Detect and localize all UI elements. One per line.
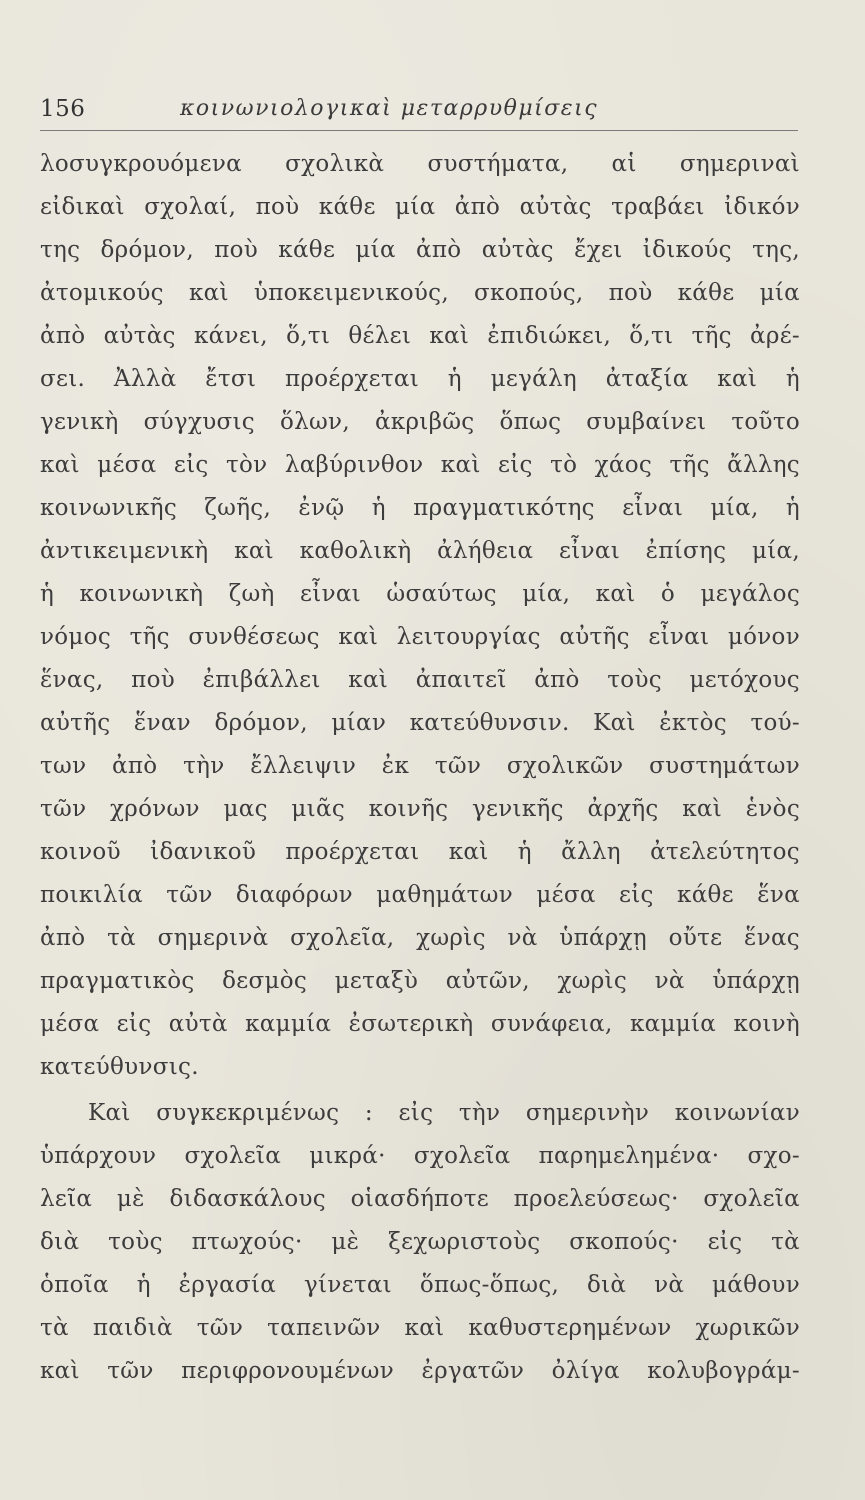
text-line: μέσα εἰς αὐτὰ καμμία ἐσωτερικὴ συνάφεια, καμμία κοινὴ — [40, 1011, 800, 1037]
page-header — [40, 96, 800, 130]
text-line: λεῖα μὲ διδασκάλους οἱασδήποτε προελεύσεως· σχολεῖα — [40, 1186, 800, 1212]
text-line: ἕνας, ποὺ ἐπιβάλλει καὶ ἀπαιτεῖ ἀπὸ τοὺς μετόχους — [40, 667, 800, 693]
text-line: εἰδικαὶ σχολαί, ποὺ κάθε μία ἀπὸ αὐτὰς τραβάει ἰδικόν — [40, 194, 800, 220]
running-title: κοινωνιολογικαὶ μεταρρυθμίσεις — [180, 96, 599, 121]
text-line: τὰ παιδιὰ τῶν ταπεινῶν καὶ καθυστερημένων χωρικῶν — [40, 1315, 800, 1341]
text-line: ἀπὸ αὐτὰς κάνει, ὅ,τι θέλει καὶ ἐπιδιώκει, ὅ,τι τῆς ἀρέ- — [40, 323, 800, 349]
text-line: κοινωνικῆς ζωῆς, ἐνῷ ἡ πραγματικότης εἶναι μία, ἡ — [40, 495, 800, 521]
text-line: καὶ μέσα εἰς τὸν λαβύρινθον καὶ εἰς τὸ χάος τῆς ἄλλης — [40, 452, 800, 478]
text-line: ἡ κοινωνικὴ ζωὴ εἶναι ὡσαύτως μία, καὶ ὁ μεγάλος — [40, 581, 800, 607]
text-line: νόμος τῆς συνθέσεως καὶ λειτουργίας αὐτῆς εἶναι μόνον — [40, 624, 800, 650]
page-number: 156 — [40, 96, 86, 122]
text-line: διὰ τοὺς πτωχούς· μὲ ξεχωριστοὺς σκοπούς· εἰς τὰ — [40, 1229, 800, 1255]
paragraph-1 — [40, 143, 800, 1089]
text-line: ὁποῖα ἡ ἐργασία γίνεται ὅπως-ὅπως, διὰ νὰ μάθουν — [40, 1272, 800, 1298]
text-line: ἀπὸ τὰ σημερινὰ σχολεῖα, χωρὶς νὰ ὑπάρχῃ οὔτε ἕνας — [40, 925, 800, 951]
text-line: κοινοῦ ἰδανικοῦ προέρχεται καὶ ἡ ἄλλη ἀτελεύτητος — [40, 839, 800, 865]
text-line: ποικιλία τῶν διαφόρων μαθημάτων μέσα εἰς κάθε ἕνα — [40, 882, 800, 908]
text-line: της δρόμον, ποὺ κάθε μία ἀπὸ αὐτὰς ἔχει ἰδικούς της, — [40, 237, 800, 263]
paragraph-2 — [40, 1092, 800, 1393]
text-line: λοσυγκρουόμενα σχολικὰ συστήματα, αἱ σημεριναὶ — [40, 151, 800, 177]
text-line: των ἀπὸ τὴν ἔλλειψιν ἐκ τῶν σχολικῶν συστημάτων — [40, 753, 800, 779]
text-line: γενικὴ σύγχυσις ὅλων, ἀκριβῶς ὅπως συμβαίνει τοῦτο — [40, 409, 800, 435]
text-line: πραγματικὸς δεσμὸς μεταξὺ αὐτῶν, χωρὶς νὰ ὑπάρχῃ — [40, 968, 800, 994]
text-line: κατεύθυνσις. — [40, 1054, 199, 1080]
text-line: ἀντικειμενικὴ καὶ καθολικὴ ἀλήθεια εἶναι ἐπίσης μία, — [40, 538, 800, 564]
text-line: ἀτομικούς καὶ ὑποκειμενικούς, σκοπούς, ποὺ κάθε μία — [40, 280, 800, 306]
text-line: καὶ τῶν περιφρονουμένων ἐργατῶν ὀλίγα κολυβογράμ- — [40, 1358, 800, 1384]
text-line: αὐτῆς ἕναν δρόμον, μίαν κατεύθυνσιν. Καὶ ἐκτὸς τού- — [40, 710, 800, 736]
text-line: τῶν χρόνων μας μιᾶς κοινῆς γενικῆς ἀρχῆς καὶ ἑνὸς — [40, 796, 800, 822]
text-line: σει. Ἀλλὰ ἔτσι προέρχεται ἡ μεγάλη ἀταξία καὶ ἡ — [40, 366, 800, 392]
header-rule — [40, 130, 798, 131]
text-line: Καὶ συγκεκριμένως : εἰς τὴν σημερινὴν κοινωνίαν — [88, 1100, 800, 1126]
text-line: ὑπάρχουν σχολεῖα μικρά· σχολεῖα παρημελημένα· σχο- — [40, 1143, 800, 1169]
